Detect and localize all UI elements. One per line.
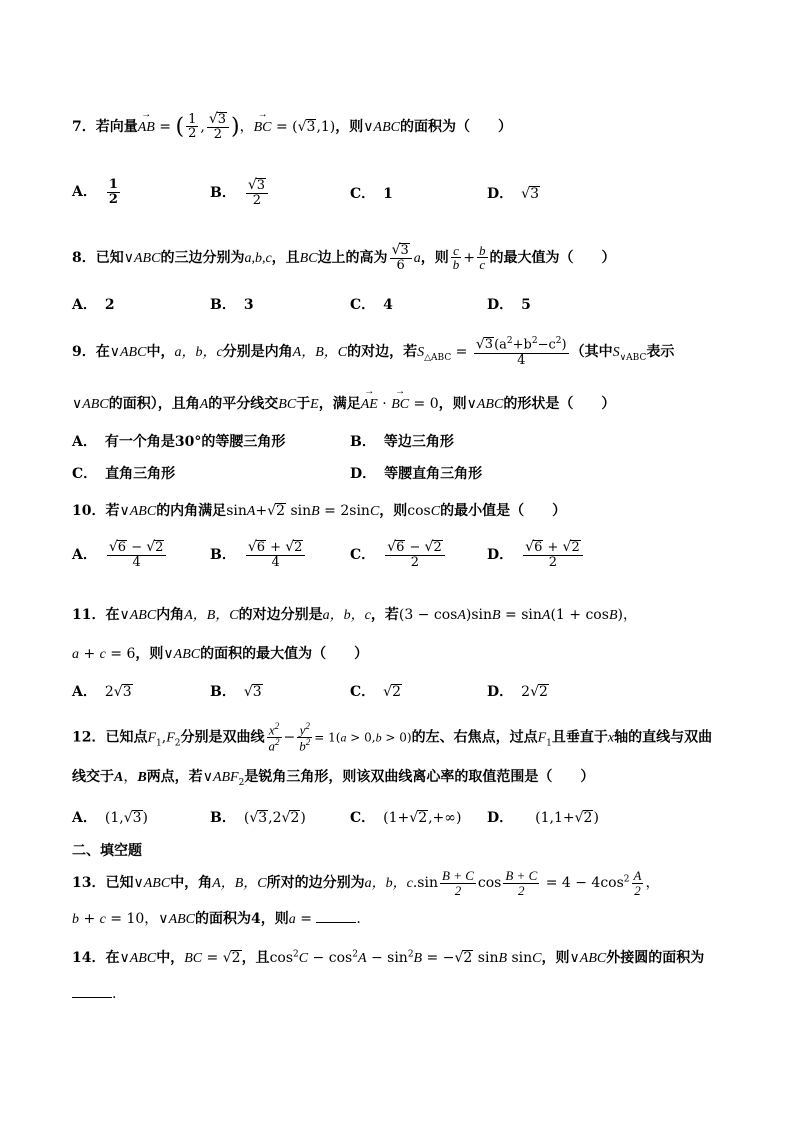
question-text: ，则 bbox=[135, 646, 164, 662]
option-d[interactable]: D． 等腰直角三角形 bbox=[350, 466, 483, 482]
option-d[interactable]: D． √3 bbox=[487, 186, 539, 202]
question-text: 分别是双曲线 bbox=[180, 729, 265, 746]
option-a[interactable]: A． $\frac{1}{2}$ bbox=[72, 177, 118, 207]
question-number: 11． bbox=[72, 607, 106, 623]
question-text: 若向量 bbox=[95, 118, 138, 135]
question-text: 中，角 bbox=[170, 875, 213, 892]
question-9-line-2: ∨ABC的面积），且角A的平分线交BC于E，满足→ AE · → BC = 0，则∨ABC的形状是（ ） bbox=[72, 393, 734, 413]
option-value: 2 bbox=[104, 297, 115, 313]
option-b[interactable]: B． $\frac{√3}{2}$ bbox=[210, 178, 270, 208]
question-text: 的内角满足 bbox=[156, 503, 227, 519]
option-b[interactable]: B． $\frac{√6 + √2}{4}$ bbox=[210, 540, 307, 570]
option-a[interactable]: A． (1,√3) bbox=[72, 810, 149, 826]
option-b[interactable]: B． √3 bbox=[210, 684, 262, 700]
question-text: 边上的高为 bbox=[317, 249, 388, 266]
option-c[interactable]: C． (1+√2,+∞) bbox=[350, 810, 462, 826]
question-text: 的对边，若 bbox=[347, 344, 418, 361]
option-a[interactable]: A． 有一个角是30°的等腰三角形 bbox=[72, 434, 286, 450]
question-text: 已知点 bbox=[105, 729, 148, 746]
question-text: ，且 bbox=[271, 249, 300, 266]
question-13-line-2: b + c = 10，∨ABC的面积为4，则a = . bbox=[72, 911, 361, 927]
question-text: 的对边分别是 bbox=[238, 607, 323, 623]
question-12-line-2: 线交于A，B两点，若$\vee ABF_2$是锐角三角形，则该双曲线离心率的取值范围是（ ） bbox=[72, 769, 595, 788]
question-text: ，满足 bbox=[318, 396, 361, 412]
question-text: 外接圆的面积为 bbox=[606, 950, 705, 966]
question-text: 分别是内角 bbox=[222, 344, 293, 361]
question-text: 在 bbox=[105, 607, 120, 623]
option-a[interactable]: A． 2 bbox=[72, 297, 115, 313]
question-text: ，则 bbox=[420, 249, 449, 266]
option-value: 等边三角形 bbox=[383, 434, 454, 450]
question-text: 的面积的最大值为（ ） bbox=[200, 646, 369, 662]
question-text: 轴的直线与双曲 bbox=[614, 729, 713, 746]
option-c[interactable]: C． 直角三角形 bbox=[72, 466, 176, 482]
question-number: 12． bbox=[72, 729, 106, 746]
option-d[interactable]: D． (1,1+√2) bbox=[487, 810, 599, 826]
question-text: 于 bbox=[296, 396, 311, 412]
vector-ab: → AB bbox=[138, 120, 155, 136]
question-text: 中， bbox=[156, 950, 185, 966]
option-value: 直角三角形 bbox=[105, 466, 176, 482]
option-value: 有一个角是30°的等腰三角形 bbox=[104, 434, 286, 450]
option-value: 5 bbox=[521, 297, 531, 313]
question-text: ，若 bbox=[370, 607, 399, 623]
question-14: 14．在∨ABC中，BC = √2，且$\cos^2C - \cos^2A - \sin^2B = -√2$ sinB sinC，则∨ABC外接圆的面积为 bbox=[72, 949, 705, 966]
question-number: 10． bbox=[72, 503, 106, 519]
option-b[interactable]: B． 3 bbox=[210, 297, 254, 313]
answer-blank[interactable] bbox=[316, 922, 356, 923]
question-text: 所对的边分别为 bbox=[266, 875, 365, 892]
question-text: 内角 bbox=[156, 607, 185, 623]
question-text: 若 bbox=[105, 503, 120, 519]
question-11: 11．在∨ABC内角A，B，C的对边分别是a，b，c，若(3 − cosA)sinB = sinA(1 + cosB)， bbox=[72, 607, 637, 623]
option-d[interactable]: D． $\frac{√6 + √2}{2}$ bbox=[487, 540, 585, 570]
question-text: 已知 bbox=[95, 249, 124, 266]
option-c[interactable]: C． √2 bbox=[350, 684, 401, 700]
question-number: 13． bbox=[72, 875, 106, 892]
question-text: 在 bbox=[95, 344, 110, 361]
question-text: 表示 bbox=[646, 344, 675, 361]
option-c[interactable]: C． 1 bbox=[350, 186, 393, 202]
question-10: 10．若∨ABC的内角满足sinA+√2 sinB = 2sinC，则cosC的最小值是（ ） bbox=[72, 503, 567, 519]
question-text: 的形状是（ ） bbox=[503, 396, 616, 412]
question-text: 两点，若 bbox=[146, 769, 203, 785]
question-text: ，则 bbox=[541, 950, 570, 966]
question-text: ，且 bbox=[241, 950, 270, 966]
option-value: 3 bbox=[243, 297, 254, 313]
question-text: 且垂直于 bbox=[551, 729, 608, 746]
question-number: 14． bbox=[72, 950, 106, 966]
fraction: $\frac{1}{2}$ bbox=[188, 111, 197, 142]
question-9: 9．在∨ABC中，a，b，c分别是内角A，B，C的对边，若$S_{\triangle ABC}$ = $\frac{√3(a^2+b^2-c^2)}{4}$ （其中$S_{\vee ABC}$表示 bbox=[72, 336, 675, 368]
question-text: ，则 bbox=[438, 396, 467, 412]
question-text: ，则 bbox=[379, 503, 408, 519]
question-13: 13．已知∨ABC中，角A，B，C所对的边分别为a，b，c.sin $\frac{B + C}{2}$ cos $\frac{B + C}{2}$ = $4 - 4\cos^2$ $\frac{A}{2}$ ， bbox=[72, 868, 660, 898]
option-b[interactable]: B． (√3,2√2) bbox=[210, 810, 306, 826]
question-number: 9． bbox=[72, 344, 96, 361]
question-text: 的面积为4，则 bbox=[195, 911, 289, 927]
option-a[interactable]: A． 2√3 bbox=[72, 684, 132, 700]
question-8: 8．已知∨ABC的三边分别为a,b,c，且BC边上的高为 $\frac{√3}{6}$ a，则 $\frac{c}{b}$ + $\frac{b}{c}$ 的最大值为（ ） bbox=[72, 242, 616, 274]
question-text: 线交于 bbox=[72, 769, 114, 785]
vector-bc: → BC bbox=[254, 120, 272, 136]
question-14-line-2: . bbox=[72, 986, 734, 1002]
question-text: 的三边分别为 bbox=[160, 249, 245, 266]
option-c[interactable]: C． 4 bbox=[350, 297, 393, 313]
question-text: （其中 bbox=[570, 344, 613, 361]
question-text: 在 bbox=[105, 950, 120, 966]
question-text: 的面积），且角 bbox=[108, 396, 200, 412]
section-heading: 二、填空题 bbox=[72, 843, 142, 859]
question-text: 的左、右焦点，过点 bbox=[411, 729, 538, 746]
option-value: 等腰直角三角形 bbox=[384, 466, 483, 482]
question-11-line-2: a + c = 6，则∨ABC的面积的最大值为（ ） bbox=[72, 646, 369, 662]
question-number: 7． bbox=[72, 118, 96, 135]
question-text: 的面积为（ ） bbox=[399, 118, 512, 135]
fraction: $\frac{√3}{2}$ bbox=[207, 112, 229, 142]
question-number: 8． bbox=[72, 249, 96, 266]
question-text: 是锐角三角形，则该双曲线离心率的取值范围是（ ） bbox=[244, 769, 595, 785]
option-d[interactable]: D． 2√2 bbox=[487, 684, 548, 700]
answer-blank[interactable] bbox=[72, 997, 112, 998]
question-12: 12．已知点$F_1,F_2$分别是双曲线 $\frac{x^2}{a^2}$ − $\frac{y^2}{b^2}$ = 1(a > 0,b > 0)的左、右焦点，过点$F_1$且垂直于x轴的直线与双曲 bbox=[72, 721, 713, 754]
question-text: 的平分线交 bbox=[208, 396, 279, 412]
option-d[interactable]: D． 5 bbox=[487, 297, 531, 313]
option-c[interactable]: C． $\frac{√6 - √2}{2}$ bbox=[350, 540, 447, 570]
question-text: 的最大值为（ ） bbox=[489, 249, 616, 266]
option-value: 4 bbox=[383, 297, 393, 313]
question-text: ，则 bbox=[335, 118, 364, 135]
question-7: 7．若向量→ AB = ( $\frac{1}{2}$ , $\frac{√3}{2}$ )，→ BC = (√3,1)，则∨ABC的面积为（ ） bbox=[72, 112, 734, 142]
option-b[interactable]: B． 等边三角形 bbox=[350, 434, 454, 450]
question-text: 中， bbox=[146, 344, 175, 361]
question-text: 的最小值是（ ） bbox=[440, 503, 567, 519]
question-text: 已知 bbox=[105, 875, 134, 892]
option-a[interactable]: A． $\frac{√6 - √2}{4}$ bbox=[72, 540, 168, 570]
triangle-name: ABC bbox=[373, 119, 400, 135]
